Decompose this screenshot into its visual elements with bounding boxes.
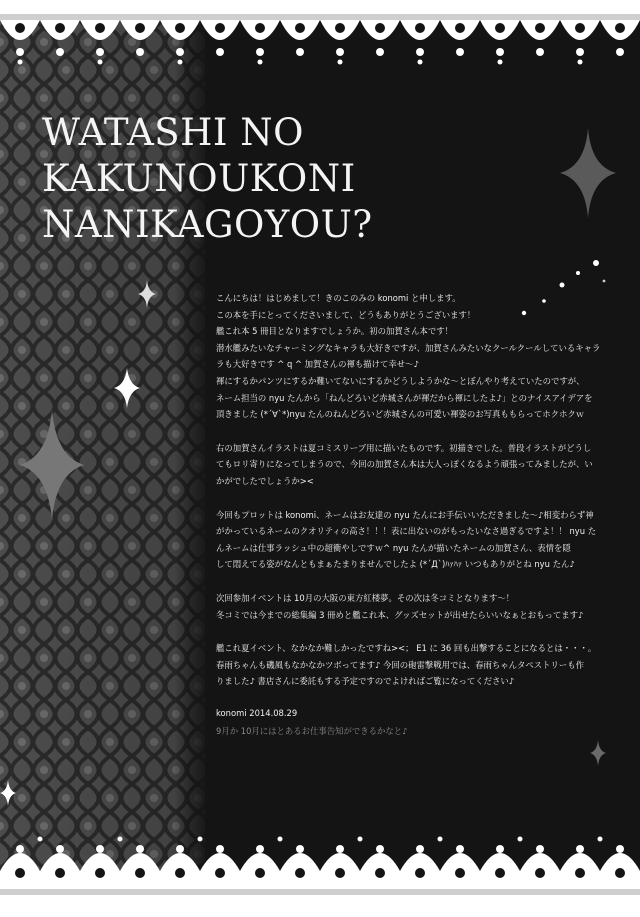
text-line: 艦これ本 5 冊目となりますでしょうか。初の加賀さん本です！	[216, 326, 454, 337]
text-line: 頂きました (*´∀`*)nyu たんのねんどろいど赤城さんの可愛い褌姿のお写真ももらってホクホクｗ	[216, 409, 585, 420]
text-line: 冬コミでは今までの総集編 3 冊めと艦これ本、グッズセットが出せたらいいなぁとおもってます♪	[216, 609, 584, 620]
title-line: KAKUNOUKONI	[42, 157, 356, 200]
text-line: 褌にするかパンツにするか難いてないにするかどうしようかな〜とぼんやり考えていたのですが、	[216, 375, 585, 386]
text-line: てもロリ寄りになってしまうので、今回の加賀さん本は大人っぽくなるよう頑張ってみましたが、い	[216, 459, 593, 470]
text-line: 潜水艦みたいなチャーミングなキャラも大好きですが、加賀さんみたいなクールクールしているキャラ	[216, 342, 601, 353]
sparkle-icon	[0, 780, 16, 806]
text-line: こんにちは！はじめまして！きのこのみの konomi と申します。	[216, 293, 461, 303]
text-line: 艦これ夏イベント、なかなか難しかったですね><； E1 に 36 回も出撃することになるとは・・・。	[216, 643, 597, 654]
paragraph	[216, 507, 626, 573]
text-line: 春雨ちゃんも磯風もなかなかツボってます♪ 今回の砲雷撃戦用では、春雨ちゃんタペストリーも作	[216, 659, 585, 670]
sparkle-icon	[138, 280, 156, 308]
title-line: WATASHI NO	[42, 111, 304, 154]
text-line: 今回もプロットは konomi、ネームはお友達の nyu たんにお手伝いいただきました〜♪相変わらず神	[216, 509, 594, 520]
text-line: んネームは仕事ラッシュ中の超衝やしですｗ^ nyu たんが描いたネームの加賀さん、表情を隠	[216, 542, 571, 553]
lace-border-bottom	[0, 827, 640, 917]
text-line: がかっているネームのクオリティの高さ！！！表に出ないのがもったいなさ過ぎるですよ！！ nyu た	[216, 526, 597, 537]
sparkle-icon	[114, 368, 140, 408]
title-line: NANIKAGOYOU?	[42, 203, 373, 246]
sparkle-icon	[560, 128, 616, 218]
text-line: ラも大好きです ^ q ^ 加賀さんの褌も描けて幸せ〜♪	[216, 359, 419, 370]
text-line: かがでしたでしょうか><	[216, 475, 314, 486]
page-title	[42, 110, 373, 248]
lace-border-top	[0, 0, 640, 72]
text-line: 次回参加イベントは 10月の大阪の東方紅楼夢。その次は冬コミとなります〜！	[216, 592, 515, 603]
text-line: この本を手にとってくださいまして、どうもありがとうございます！	[216, 309, 476, 320]
afterword-body	[216, 290, 626, 740]
paragraph	[216, 290, 626, 423]
signature-date: konomi 2014.08.29	[216, 707, 298, 718]
text-line: ネーム担当の nyu たんから「ねんどろいど赤城さんが褌だから褌にしたよ♪」とのナイスアイデアを	[216, 392, 593, 403]
sparkle-icon	[590, 740, 606, 766]
paragraph	[216, 640, 626, 690]
text-line: 右の加賀さんイラストは夏コミスリーブ用に描いたものです。初描きでした。普段イラストがどうし	[216, 442, 592, 453]
text-line: して悶えてる姿がなんともまぁたまりませんでしたよ (*´Д`)ﾊｧﾊｧ いつもありがとね nyu たん♪	[216, 559, 575, 570]
footnote: 9月か 10月にはとあるお仕事告知ができるかなと♪	[216, 726, 408, 737]
paragraph	[216, 440, 626, 490]
text-line: りました♪ 書店さんに委託もする予定ですのでよければご覧になってください♪	[216, 676, 515, 687]
sparkle-icon	[20, 410, 84, 520]
paragraph	[216, 590, 626, 623]
